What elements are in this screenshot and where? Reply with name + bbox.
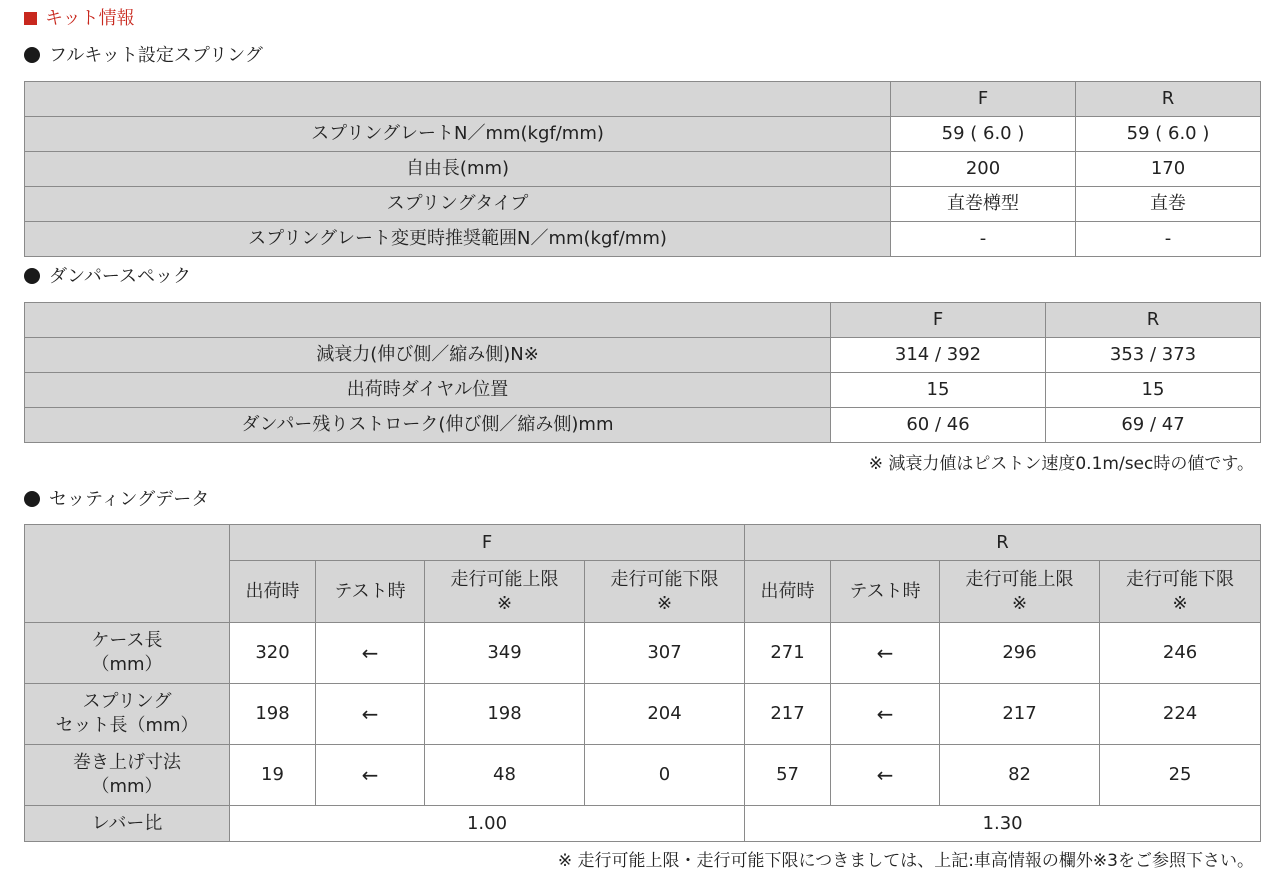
row-label: ケース長 （mm） <box>25 623 230 684</box>
table-row <box>25 408 1261 443</box>
value-cell: 224 <box>1100 684 1261 745</box>
group-header-row <box>25 525 1261 561</box>
value-r: 170 <box>1076 152 1261 187</box>
table-header-row <box>25 303 1261 338</box>
value-f: 直巻樽型 <box>891 187 1076 222</box>
row-label: スプリング セット長（mm） <box>25 684 230 745</box>
group-header-f: F <box>230 525 745 561</box>
table-row <box>25 684 1261 745</box>
subcol-header: 走行可能上限 ※ <box>940 561 1100 623</box>
damper-table <box>24 302 1261 443</box>
section-title <box>24 7 135 31</box>
value-f: 60 / 46 <box>831 408 1046 443</box>
subcol-header: 走行可能下限 ※ <box>585 561 745 623</box>
subcol-header: 走行可能上限 ※ <box>425 561 585 623</box>
same-as-arrow: ← <box>831 623 940 684</box>
row-label: 減衰力(伸び側／縮み側)N※ <box>25 338 831 373</box>
same-as-arrow: ← <box>316 623 425 684</box>
spring-heading <box>24 44 263 68</box>
subcol-header: 出荷時 <box>230 561 316 623</box>
value-cell: 217 <box>940 684 1100 745</box>
same-as-arrow: ← <box>831 684 940 745</box>
value-r: 69 / 47 <box>1046 408 1261 443</box>
value-cell: 217 <box>745 684 831 745</box>
value-cell: 204 <box>585 684 745 745</box>
value-cell: 25 <box>1100 745 1261 806</box>
value-f: - <box>891 222 1076 257</box>
damper-heading-text: ダンパースペック <box>49 266 192 287</box>
lever-value-r: 1.30 <box>745 806 1261 842</box>
table-row <box>25 338 1261 373</box>
value-cell: 198 <box>425 684 585 745</box>
row-label: 巻き上げ寸法 （mm） <box>25 745 230 806</box>
value-f: 314 / 392 <box>831 338 1046 373</box>
value-cell: 307 <box>585 623 745 684</box>
col-header-f: F <box>891 82 1076 117</box>
value-r: 59 ( 6.0 ) <box>1076 117 1261 152</box>
col-header-f: F <box>831 303 1046 338</box>
value-cell: 57 <box>745 745 831 806</box>
value-cell: 0 <box>585 745 745 806</box>
bullet-icon <box>24 268 40 284</box>
value-f: 200 <box>891 152 1076 187</box>
col-header-r: R <box>1076 82 1261 117</box>
setting-table <box>24 524 1261 842</box>
table-row <box>25 117 1261 152</box>
value-cell: 246 <box>1100 623 1261 684</box>
subcol-header: テスト時 <box>831 561 940 623</box>
same-as-arrow: ← <box>316 745 425 806</box>
subcol-header: テスト時 <box>316 561 425 623</box>
row-label: スプリングレート変更時推奨範囲N／mm(kgf/mm) <box>25 222 891 257</box>
header-empty-cell <box>25 82 891 117</box>
value-cell: 271 <box>745 623 831 684</box>
table-row <box>25 623 1261 684</box>
setting-heading-text: セッティングデータ <box>49 489 210 510</box>
value-f: 59 ( 6.0 ) <box>891 117 1076 152</box>
section-title-text: キット情報 <box>45 8 135 29</box>
table-row <box>25 152 1261 187</box>
row-label: 出荷時ダイヤル位置 <box>25 373 831 408</box>
value-r: 直巻 <box>1076 187 1261 222</box>
table-row <box>25 222 1261 257</box>
value-r: 15 <box>1046 373 1261 408</box>
value-r: - <box>1076 222 1261 257</box>
value-cell: 82 <box>940 745 1100 806</box>
row-label: スプリングレートN／mm(kgf/mm) <box>25 117 891 152</box>
row-label: スプリングタイプ <box>25 187 891 222</box>
value-r: 353 / 373 <box>1046 338 1261 373</box>
damper-note: ※ 減衰力値はピストン速度0.1m/sec時の値です。 <box>868 454 1254 474</box>
subcol-header: 出荷時 <box>745 561 831 623</box>
group-header-r: R <box>745 525 1261 561</box>
col-header-r: R <box>1046 303 1261 338</box>
spring-table <box>24 81 1261 257</box>
value-cell: 19 <box>230 745 316 806</box>
setting-note: ※ 走行可能上限・走行可能下限につきましては、上記:車高情報の欄外※3をご参照下さい。 <box>557 851 1254 871</box>
header-empty-cell <box>25 525 230 623</box>
value-cell: 349 <box>425 623 585 684</box>
header-empty-cell <box>25 303 831 338</box>
value-cell: 198 <box>230 684 316 745</box>
value-cell: 48 <box>425 745 585 806</box>
table-row <box>25 187 1261 222</box>
bullet-icon <box>24 47 40 63</box>
same-as-arrow: ← <box>831 745 940 806</box>
table-row <box>25 373 1261 408</box>
value-cell: 296 <box>940 623 1100 684</box>
damper-heading <box>24 265 191 289</box>
lever-row <box>25 806 1261 842</box>
value-cell: 320 <box>230 623 316 684</box>
square-bullet-icon <box>24 12 37 25</box>
row-label: ダンパー残りストローク(伸び側／縮み側)mm <box>25 408 831 443</box>
table-header-row <box>25 82 1261 117</box>
table-row <box>25 745 1261 806</box>
bullet-icon <box>24 491 40 507</box>
setting-heading <box>24 488 209 512</box>
same-as-arrow: ← <box>316 684 425 745</box>
row-label: レバー比 <box>25 806 230 842</box>
value-f: 15 <box>831 373 1046 408</box>
spring-heading-text: フルキット設定スプリング <box>49 45 263 66</box>
lever-value-f: 1.00 <box>230 806 745 842</box>
row-label: 自由長(mm) <box>25 152 891 187</box>
subcol-header: 走行可能下限 ※ <box>1100 561 1261 623</box>
